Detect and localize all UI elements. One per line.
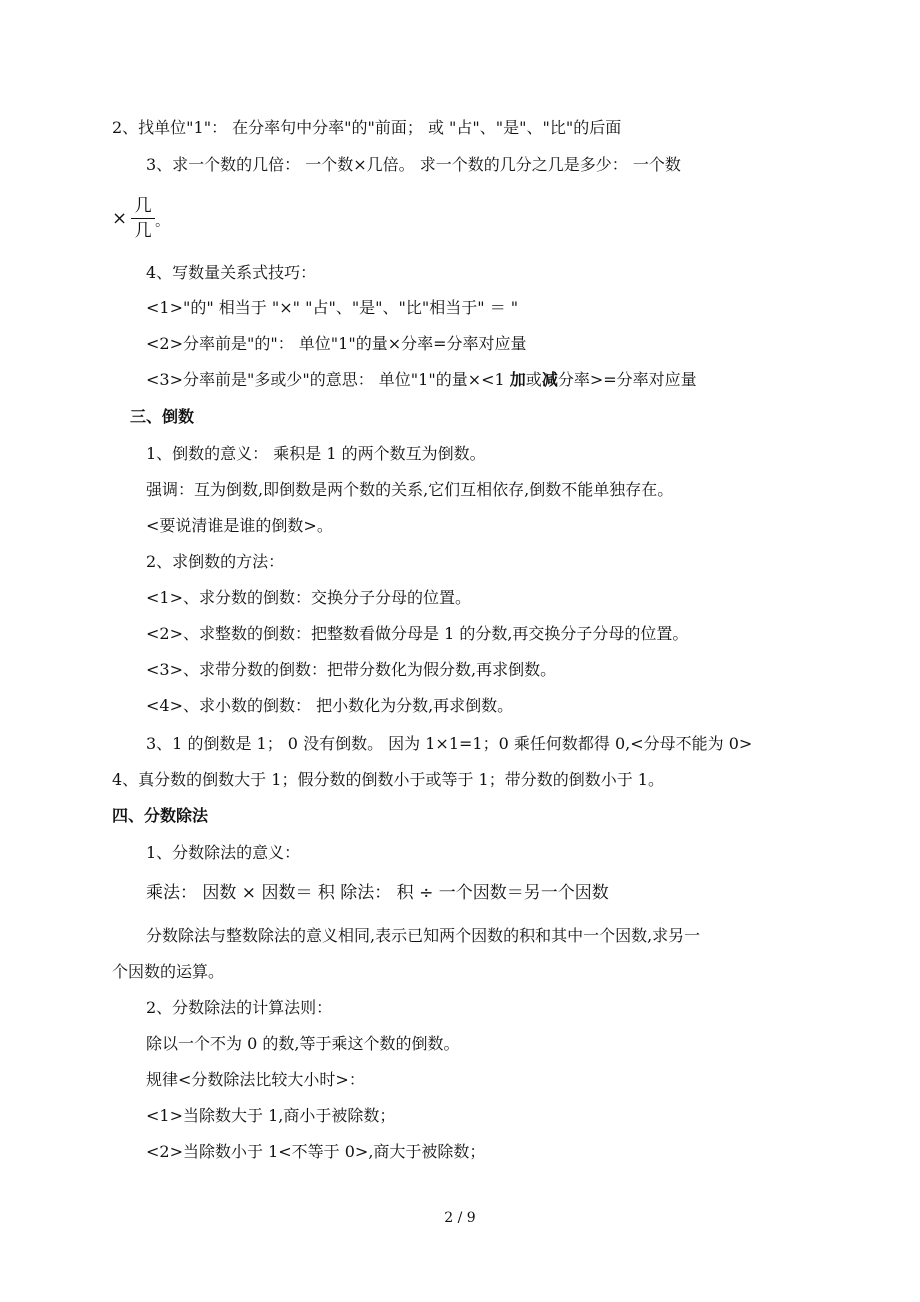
fraction: [131, 195, 155, 242]
text-line: <1>"的" 相当于 "×" "占"、"是"、"比"相当于" ＝ ": [146, 298, 519, 317]
text-line: <4>、求小数的倒数： 把小数化为分数,再求倒数。: [146, 696, 514, 715]
text-line: 2、找单位"1"： 在分率句中分率"的"前面； 或 "占"、"是"、"比"的后面: [112, 118, 622, 137]
text-line: <3>、求带分数的倒数：把带分数化为假分数,再求倒数。: [146, 660, 557, 679]
text-line: <1>当除数大于 1,商小于被除数；: [146, 1106, 396, 1125]
text-line: <1>、求分数的倒数：交换分子分母的位置。: [146, 588, 471, 607]
text-line: 规律<分数除法比较大小时>：: [146, 1070, 365, 1089]
text-line: [146, 370, 697, 390]
text-line: 2、求倒数的方法：: [146, 552, 285, 571]
text-segment-bold: 减: [541, 370, 558, 389]
text-line: 强调：互为倒数,即倒数是两个数的关系,它们互相依存,倒数不能单独存在。: [146, 480, 674, 499]
text-line: 乘法： 因数 × 因数＝ 积 除法： 积 ÷ 一个因数＝另一个因数: [146, 883, 609, 903]
text-segment: 或: [525, 370, 542, 389]
times-sign: ×: [112, 207, 128, 229]
page-number: 2 / 9: [444, 1210, 476, 1226]
text-line: 1、倒数的意义： 乘积是 1 的两个数互为倒数。: [146, 444, 486, 463]
text-line: 分数除法与整数除法的意义相同,表示已知两个因数的积和其中一个因数,求另一: [146, 926, 701, 945]
fraction-expression: [112, 193, 169, 243]
period: 。: [155, 214, 170, 230]
text-line: <要说清谁是谁的倒数>。: [146, 516, 333, 535]
text-line: 3、求一个数的几倍： 一个数×几倍。 求一个数的几分之几是多少： 一个数: [146, 155, 681, 174]
text-line: 除以一个不为 0 的数,等于乘这个数的倒数。: [146, 1034, 460, 1053]
text-line: <2>、求整数的倒数：把整数看做分母是 1 的分数,再交换分子分母的位置。: [146, 624, 689, 643]
text-line: 1、分数除法的意义：: [146, 843, 301, 862]
fraction-numerator: 几: [134, 195, 152, 216]
section-heading: 四、分数除法: [112, 806, 209, 825]
fraction-denominator: 几: [134, 220, 152, 241]
text-line: <2>分率前是"的"： 单位"1"的量×分率=分率对应量: [146, 334, 527, 353]
text-line: 4、写数量关系式技巧：: [146, 263, 317, 282]
section-heading: 三、倒数: [130, 407, 195, 426]
text-segment-bold: 加: [509, 370, 526, 389]
text-line: 4、真分数的倒数大于 1；假分数的倒数小于或等于 1；带分数的倒数小于 1。: [112, 770, 664, 789]
text-segment: 分率>=分率对应量: [557, 370, 697, 389]
fraction-bar: [131, 218, 155, 219]
text-line: 2、分数除法的计算法则：: [146, 998, 333, 1017]
text-line: 个因数的运算。: [112, 962, 225, 981]
text-line: 3、1 的倒数是 1； 0 没有倒数。 因为 1×1=1；0 乘任何数都得 0,<分母不能为 0>: [146, 734, 753, 753]
text-segment: <3>分率前是"多或少"的意思： 单位"1"的量×<1: [146, 370, 510, 389]
text-line: <2>当除数小于 1<不等于 0>,商大于被除数；: [146, 1142, 486, 1161]
